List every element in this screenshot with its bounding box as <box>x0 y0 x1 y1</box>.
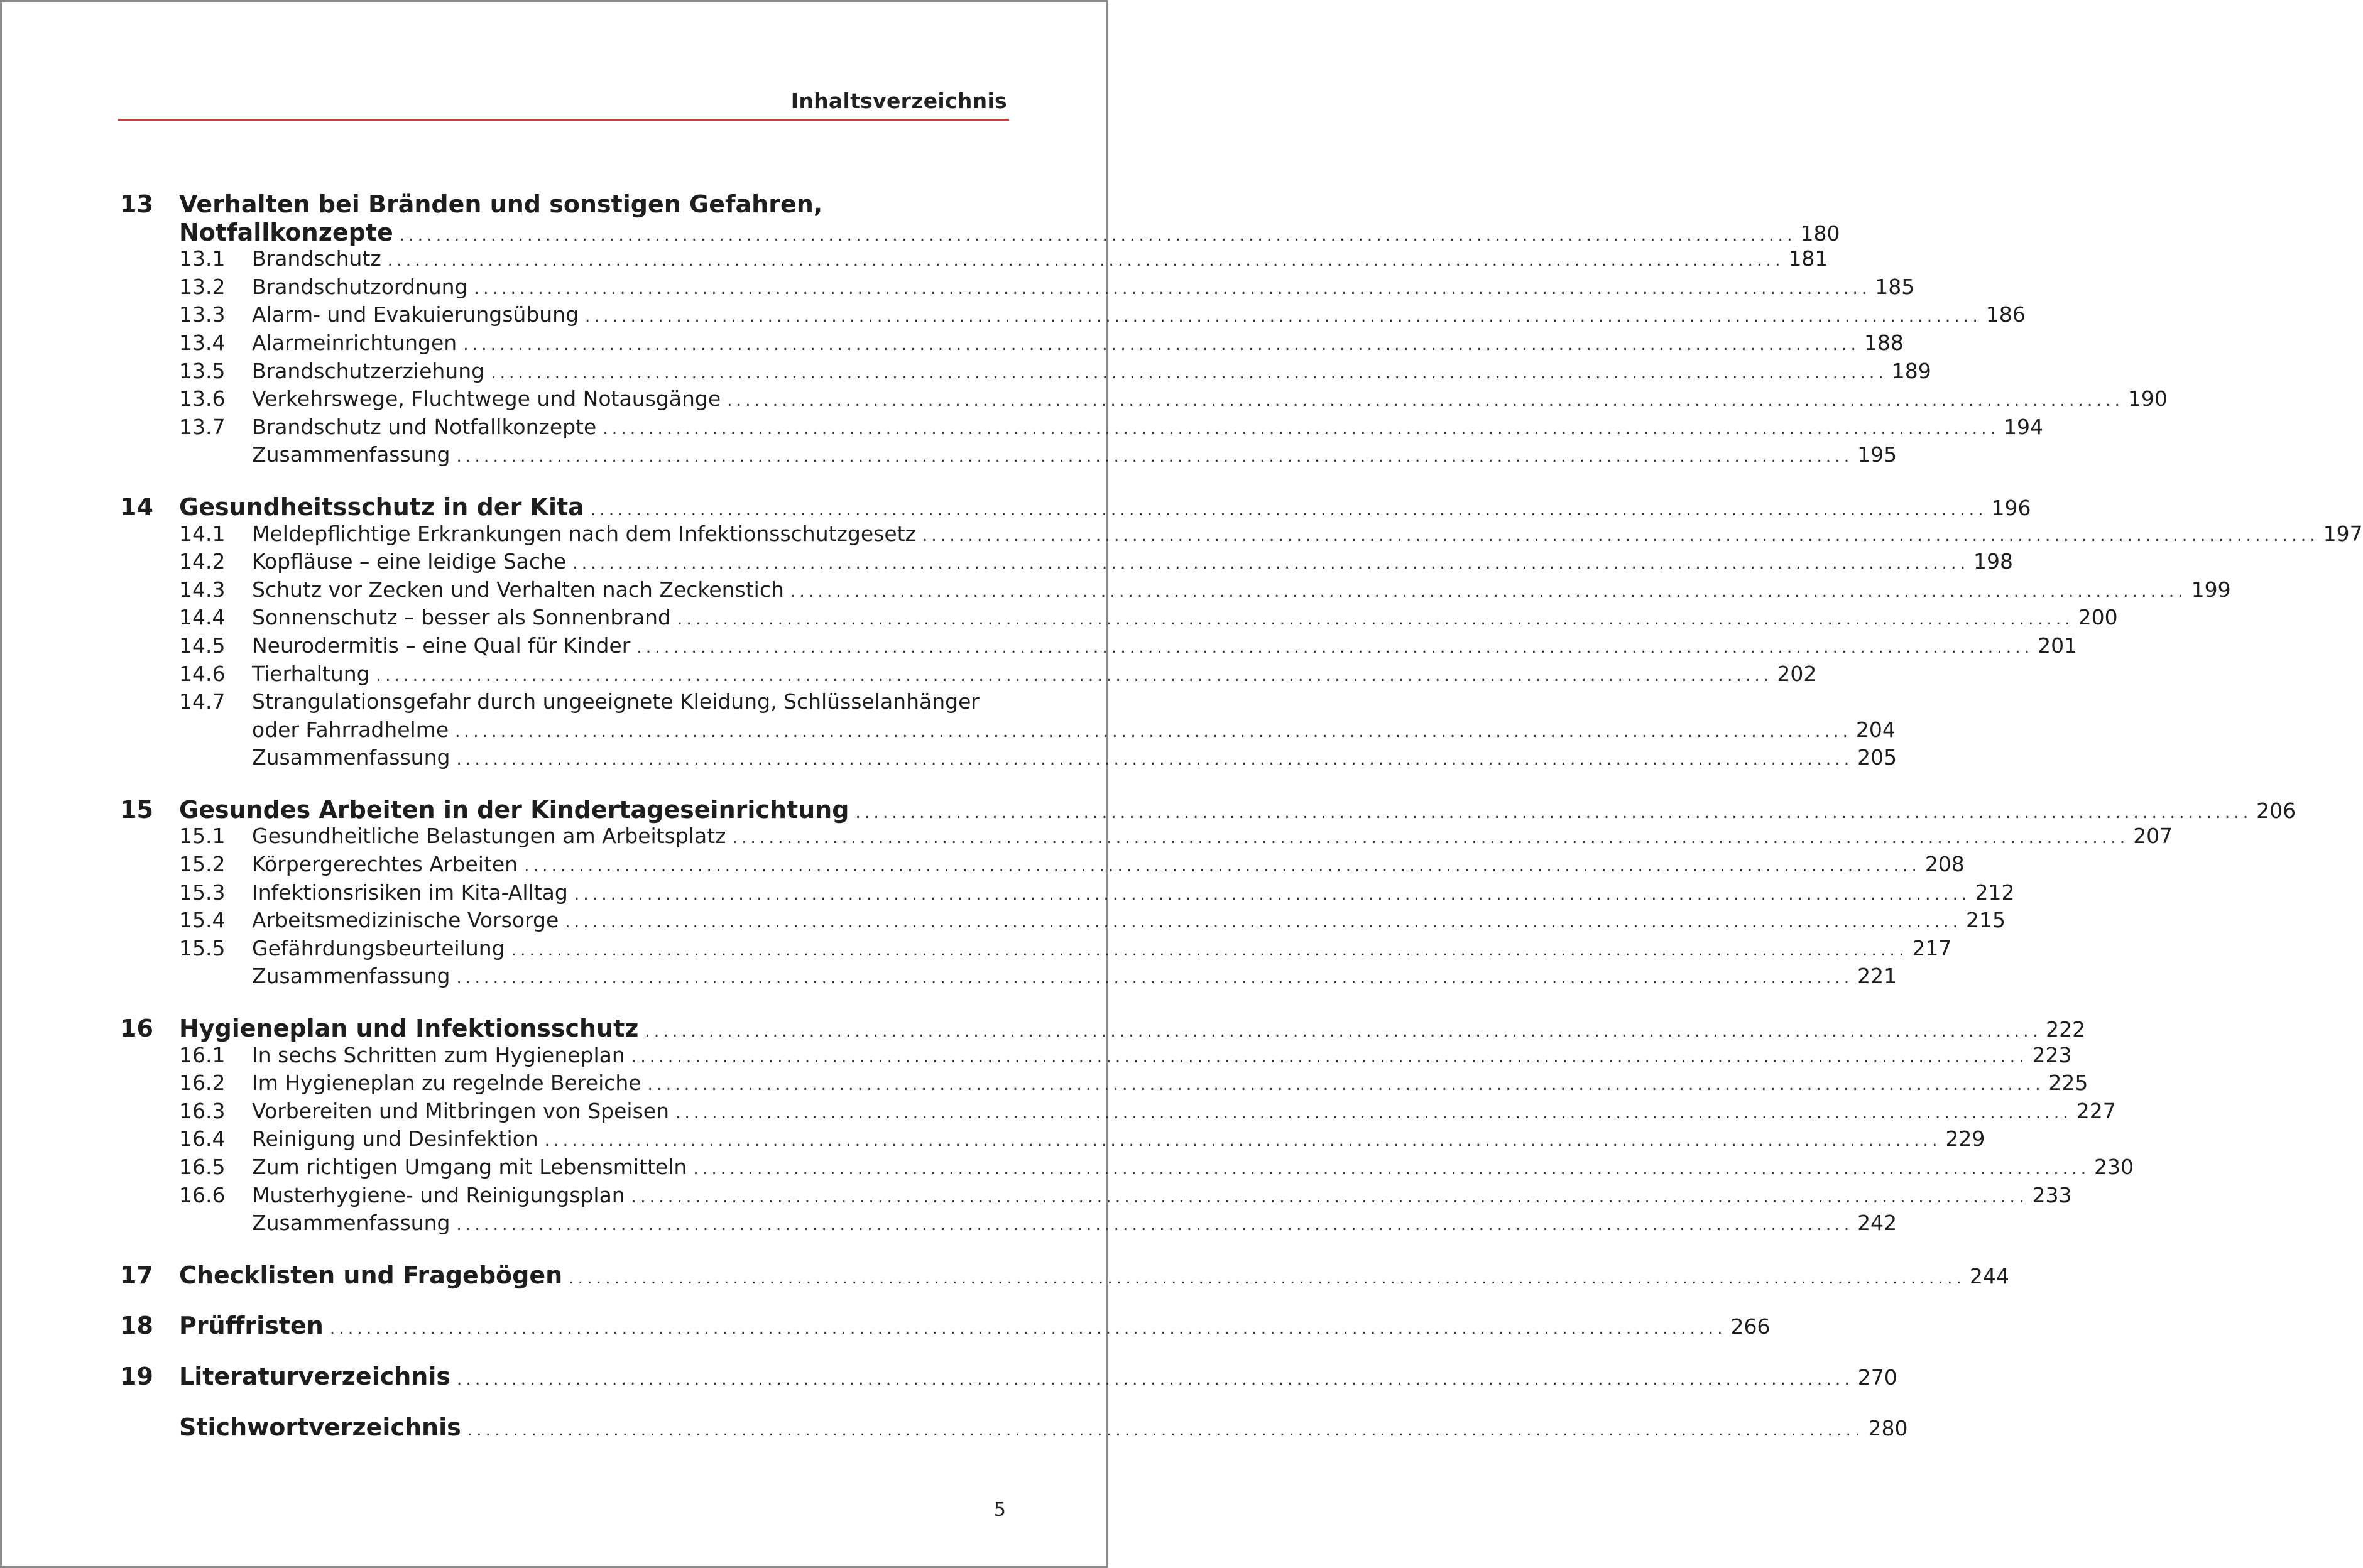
section-number: 16.6 <box>179 1182 226 1207</box>
section-number: 14.4 <box>179 605 226 630</box>
page-reference: 199 <box>2191 577 2231 602</box>
dot-leader <box>922 526 2315 545</box>
header-rule <box>118 119 1009 121</box>
dot-leader <box>727 391 2119 410</box>
section-title: Brandschutz <box>252 246 381 271</box>
section-title: Zusammenfassung <box>252 1211 450 1236</box>
page-reference: 266 <box>1730 1314 1771 1339</box>
dot-leader <box>591 501 1983 520</box>
chapter-number: 16 <box>120 1015 153 1043</box>
section-title: Infektionsrisiken im Kita-Alltag <box>252 879 568 905</box>
chapter-title: Gesundes Arbeiten in der Kindertageseinrichtung <box>179 795 849 824</box>
section-number: 16.1 <box>179 1042 226 1067</box>
section-entry <box>120 717 1896 746</box>
section-entry <box>120 824 2173 852</box>
page-reference: 204 <box>1855 717 1896 742</box>
page-reference: 196 <box>1991 495 2031 520</box>
dot-leader <box>467 1421 1860 1440</box>
section-entry <box>120 1126 1985 1155</box>
section-title: Zusammenfassung <box>252 442 450 467</box>
chapter-title: Prüffristen <box>179 1312 324 1340</box>
section-entry <box>120 1042 2072 1071</box>
dot-leader <box>474 280 1867 298</box>
page-number: 5 <box>993 1499 1006 1521</box>
section-number: 15.1 <box>179 824 226 849</box>
page-reference: 217 <box>1912 935 1952 961</box>
chapter-block <box>120 190 2168 471</box>
section-title: Körpergerechtes Arbeiten <box>252 852 518 877</box>
chapter-entry <box>120 1261 2009 1290</box>
dot-leader <box>572 554 1965 573</box>
dot-leader <box>491 364 1883 383</box>
section-number: 14.7 <box>179 689 226 714</box>
page-reference: 186 <box>1985 302 2026 327</box>
page-reference: 198 <box>1973 549 2013 574</box>
section-number: 14.3 <box>179 577 226 602</box>
page-reference: 270 <box>1857 1364 1897 1390</box>
section-number: 13.1 <box>179 246 226 271</box>
section-number: 15.2 <box>179 852 226 877</box>
page-reference: 181 <box>1788 246 1828 271</box>
page-reference: 227 <box>2076 1098 2116 1123</box>
page-reference: 229 <box>1945 1126 1985 1152</box>
section-title: Sonnenschutz – besser als Sonnenbrand <box>252 605 671 630</box>
page-reference: 223 <box>2032 1042 2072 1067</box>
dot-leader <box>648 1075 2040 1094</box>
page-reference: 215 <box>1965 908 2006 933</box>
page-reference: 188 <box>1864 330 1904 355</box>
dot-leader <box>400 226 1792 245</box>
chapter-block <box>120 1015 2134 1239</box>
chapter-entry <box>120 218 1840 247</box>
chapter-block <box>120 795 2296 992</box>
section-entry <box>120 661 1817 690</box>
section-title: Brandschutzerziehung <box>252 358 485 383</box>
section-number: 13.5 <box>179 358 226 383</box>
section-title: Im Hygieneplan zu regelnde Bereiche <box>252 1070 641 1096</box>
section-number: 13.2 <box>179 274 226 299</box>
dot-leader <box>456 969 1848 988</box>
dot-leader <box>645 1022 2037 1041</box>
chapter-entry <box>120 1362 1897 1391</box>
section-title: Schutz vor Zecken und Verhalten nach Zeckenstich <box>252 577 784 602</box>
section-title: Arbeitsmedizinische Vorsorge <box>252 908 559 933</box>
section-title: Alarm- und Evakuierungsübung <box>252 302 579 327</box>
section-number: 13.4 <box>179 330 226 355</box>
dot-leader <box>677 610 2070 629</box>
chapter-block <box>120 1312 1771 1340</box>
dot-leader <box>456 1216 1848 1234</box>
section-entry <box>120 605 2118 633</box>
section-entry <box>120 964 1897 992</box>
chapter-entry <box>120 1015 2086 1043</box>
dot-leader <box>524 857 1916 876</box>
page-reference: 180 <box>1800 220 1840 246</box>
page-reference: 222 <box>2046 1017 2086 1042</box>
section-entry <box>120 358 1931 387</box>
page-reference: 208 <box>1924 852 1965 877</box>
section-number: 15.4 <box>179 908 226 933</box>
section-entry <box>120 274 1915 303</box>
section-title: In sechs Schritten zum Hygieneplan <box>252 1042 625 1067</box>
page-reference: 206 <box>2256 798 2296 823</box>
page-reference: 197 <box>2323 521 2363 546</box>
dot-leader <box>631 1188 2024 1207</box>
page-reference: 189 <box>1891 358 1931 383</box>
section-number: 15.3 <box>179 879 226 905</box>
section-number: 13.3 <box>179 302 226 327</box>
page-reference: 242 <box>1857 1211 1897 1236</box>
section-number: 16.3 <box>179 1098 226 1123</box>
page-reference: 230 <box>2094 1155 2134 1179</box>
chapter-title: Literaturverzeichnis <box>179 1362 450 1390</box>
dot-leader <box>631 1048 2024 1067</box>
section-entry <box>120 852 1965 880</box>
section-title: Strangulationsgefahr durch ungeeignete Kleidung, Schlüsselanhänger <box>252 689 980 714</box>
page-reference: 221 <box>1857 964 1897 989</box>
chapter-block <box>120 493 2363 773</box>
chapter-block <box>120 1413 1908 1442</box>
section-number: 13.7 <box>179 414 226 439</box>
section-entry <box>120 1098 2116 1127</box>
section-title: Zusammenfassung <box>252 745 450 770</box>
section-entry <box>120 689 1009 717</box>
dot-leader <box>693 1160 2085 1179</box>
page-reference: 212 <box>1975 879 2015 905</box>
dot-leader <box>675 1104 2068 1123</box>
section-entry <box>120 246 1828 275</box>
chapter-block <box>120 1261 2009 1290</box>
section-title: Alarmeinrichtungen <box>252 330 457 355</box>
section-entry <box>120 935 1952 964</box>
chapter-number: 18 <box>120 1312 153 1340</box>
dot-leader <box>388 251 1780 270</box>
dot-leader <box>376 667 1769 685</box>
chapter-entry <box>120 795 2296 824</box>
section-title: Brandschutzordnung <box>252 274 468 299</box>
page-reference: 195 <box>1857 442 1897 467</box>
section-title: Meldepflichtige Erkrankungen nach dem Infektionsschutzgesetz <box>252 521 916 546</box>
section-entry <box>120 1155 2134 1183</box>
page-reference: 200 <box>2078 605 2118 630</box>
section-entry <box>120 302 2026 330</box>
section-entry <box>120 330 1904 359</box>
chapter-number: 17 <box>120 1261 153 1289</box>
section-title: Tierhaltung <box>252 661 370 686</box>
section-title: Verkehrswege, Fluchtwege und Notausgänge <box>252 386 721 411</box>
dot-leader <box>463 335 1855 354</box>
section-title: Gesundheitliche Belastungen am Arbeitsplatz <box>252 824 726 849</box>
page-reference: 185 <box>1875 274 1915 299</box>
section-number: 14.6 <box>179 661 226 686</box>
chapter-entry <box>120 1413 1908 1442</box>
dot-leader <box>545 1131 1937 1150</box>
section-title: Reinigung und Desinfektion <box>252 1126 538 1152</box>
chapter-number: 14 <box>120 493 153 521</box>
section-entry <box>120 414 2044 443</box>
page-reference: 233 <box>2032 1182 2072 1207</box>
dot-leader <box>790 582 2183 601</box>
chapter-title: Notfallkonzepte <box>179 218 393 246</box>
dot-leader <box>574 885 1967 904</box>
dot-leader <box>456 447 1848 466</box>
dot-leader <box>455 722 1847 741</box>
chapter-number: 13 <box>120 190 153 218</box>
section-entry <box>120 549 2013 577</box>
page-reference: 202 <box>1777 661 1817 686</box>
section-number: 14.5 <box>179 633 226 658</box>
page-reference: 194 <box>2004 414 2044 439</box>
table-of-contents <box>120 190 2363 1464</box>
dot-leader <box>585 307 1977 326</box>
dot-leader <box>456 750 1848 769</box>
running-header: Inhaltsverzeichnis <box>790 89 1007 113</box>
page-reference: 280 <box>1868 1415 1908 1440</box>
dot-leader <box>511 941 1904 960</box>
section-number: 14.2 <box>179 549 226 574</box>
section-entry <box>120 521 2363 550</box>
section-entry <box>120 1182 2072 1211</box>
section-title: oder Fahrradhelme <box>252 717 449 742</box>
section-title: Brandschutz und Notfallkonzepte <box>252 414 597 439</box>
page-reference: 207 <box>2133 824 2173 849</box>
page-reference: 205 <box>1857 745 1897 770</box>
section-entry <box>120 633 2078 662</box>
section-title: Zum richtigen Umgang mit Lebensmitteln <box>252 1155 687 1179</box>
dot-leader <box>457 1370 1849 1389</box>
dot-leader <box>732 829 2124 847</box>
section-number: 14.1 <box>179 521 226 546</box>
section-entry <box>120 577 2231 606</box>
section-number: 16.4 <box>179 1126 226 1152</box>
section-entry <box>120 1211 1897 1239</box>
page-reference: 244 <box>1969 1263 2009 1288</box>
page-reference: 201 <box>2038 633 2078 658</box>
section-entry <box>120 386 2168 415</box>
section-entry <box>120 1070 2088 1099</box>
dot-leader <box>603 420 1995 438</box>
dot-leader <box>565 913 1957 932</box>
section-entry <box>120 442 1897 471</box>
chapter-title: Gesundheitsschutz in der Kita <box>179 493 584 521</box>
section-number: 16.2 <box>179 1070 226 1096</box>
chapter-entry <box>120 493 2031 521</box>
dot-leader <box>636 638 2029 657</box>
page-reference: 225 <box>2048 1070 2088 1096</box>
section-entry <box>120 908 2006 936</box>
chapter-block <box>120 1362 1897 1391</box>
chapter-title: Verhalten bei Bränden und sonstigen Gefahren, <box>179 190 823 218</box>
section-title: Vorbereiten und Mitbringen von Speisen <box>252 1098 669 1123</box>
chapter-entry <box>120 1312 1771 1340</box>
chapter-title: Stichwortverzeichnis <box>179 1413 461 1441</box>
section-title: Musterhygiene- und Reinigungsplan <box>252 1182 625 1207</box>
section-title: Kopfläuse – eine leidige Sache <box>252 549 567 574</box>
chapter-entry <box>120 190 1009 219</box>
section-number: 13.6 <box>179 386 226 411</box>
chapter-number: 15 <box>120 795 153 824</box>
chapter-title: Hygieneplan und Infektionsschutz <box>179 1015 639 1043</box>
dot-leader <box>855 803 2247 822</box>
section-number: 16.5 <box>179 1155 226 1179</box>
page-reference: 190 <box>2127 386 2168 411</box>
section-number: 15.5 <box>179 935 226 961</box>
section-entry <box>120 745 1897 773</box>
chapter-title: Checklisten und Fragebögen <box>179 1261 563 1289</box>
section-title: Gefährdungsbeurteilung <box>252 935 505 961</box>
section-title: Neurodermitis – eine Qual für Kinder <box>252 633 631 658</box>
chapter-number: 19 <box>120 1362 153 1390</box>
dot-leader <box>569 1269 1961 1288</box>
dot-leader <box>330 1319 1722 1338</box>
section-entry <box>120 879 2015 908</box>
section-title: Zusammenfassung <box>252 964 450 989</box>
